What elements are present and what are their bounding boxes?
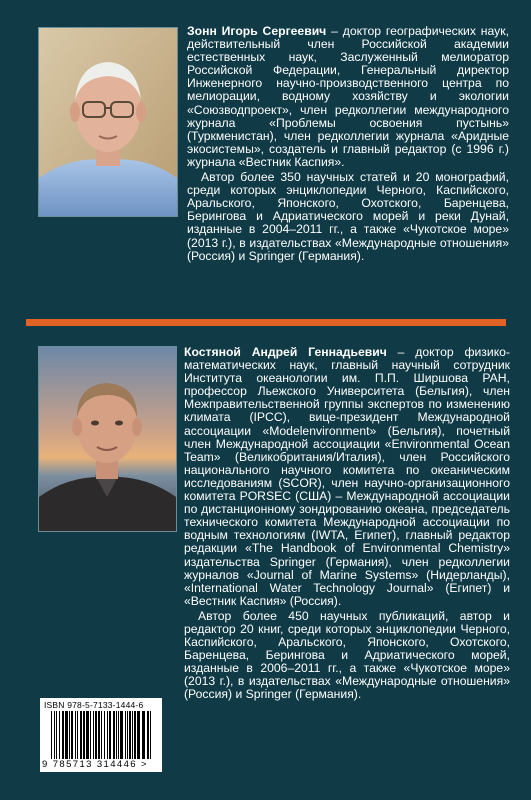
author2-photo (38, 346, 177, 532)
portrait-older-man-icon (39, 28, 177, 216)
section-divider (26, 319, 506, 326)
isbn-number: ISBN 978-5-7133-1444-6 (44, 700, 144, 710)
author1-name: Зонн Игорь Сергеевич (187, 24, 327, 38)
author2-name: Костяной Андрей Геннадьевич (184, 345, 387, 359)
author2-bio-text: – доктор физико-математических наук, главный научный сотрудник Института океанологии им. П.П. Ширшова РАН, профессор Льежского Университета (Бельгия), член Межправительственной группы экспертов по изменению климата (IPCC), вице-президент Международной ассоциации «Modelenvironment» (Бельгия), почетный член Международной ассоциации «Environmental Ocean Team» (Великобритания/Италия), член Российского национального научного комитета по океаническим исследованиям (SCOR), член научно-организационного комитета PORSEC (США) – Международной ассоциации по дистанционному зондированию океана, председатель технического комитета Международной ассоциации по водным технологиям (IWTA, Египет), главный редактор редакции «The Handbook of Environmental Chemistry» издательства Springer (Германия), член редколлегии журналов «Journal of Marine Systems» (Нидерланды), «International Water Technology Journal» (Египет) и «Вестник Каспия» (Россия). (184, 345, 510, 608)
isbn-barcode (40, 698, 162, 772)
author2-works: Автор более 450 научных публикаций, автор и редактор 20 книг, среди которых энциклопедии Черного, Каспийского, Аральского, Японского, Охотского, Баренцева, Берингова и Адриатического морей, изданные в 2006–2011 гг., а также «Чукотское море» (2013 г.), в издательствах «Международные отношения» (Россия) и Springer (Германия). (184, 608, 510, 702)
author1-bio-text: – доктор географических наук, действительный член Российской академии естественных наук, Заслуженный мелиоратор Российской Федерации, Генеральный директор Инженерного научно-производственного центра по мелиорации, водному хозяйству и экологии «Союзводпроект», член редколлегии международного журнала «Проблемы освоения пустынь» (Туркменистан), член редколлегии журнала «Аридные экосистемы», создатель и главный редактор (с 1996 г.) журнала «Вестник Каспия». (187, 24, 509, 169)
barcode-icon (50, 711, 154, 759)
author2-bio (184, 346, 510, 702)
author1-works: Автор более 350 научных статей и 20 монографий, среди которых энциклопедии Черного, Каспийского, Аральского, Японского, Охотского, Баренцева, Берингова и Адриатического морей и реки Дунай, изданные в 2004–2011 гг., а также «Чукотское море» (2013 г.), в издательствах «Международные отношения» (Россия) и Springer (Германия). (187, 170, 509, 263)
author1-bio (187, 25, 509, 263)
author1-photo (38, 27, 178, 217)
portrait-man-sunset-icon (39, 347, 176, 531)
ean-digits: 9 785713 314446 > (42, 759, 148, 770)
